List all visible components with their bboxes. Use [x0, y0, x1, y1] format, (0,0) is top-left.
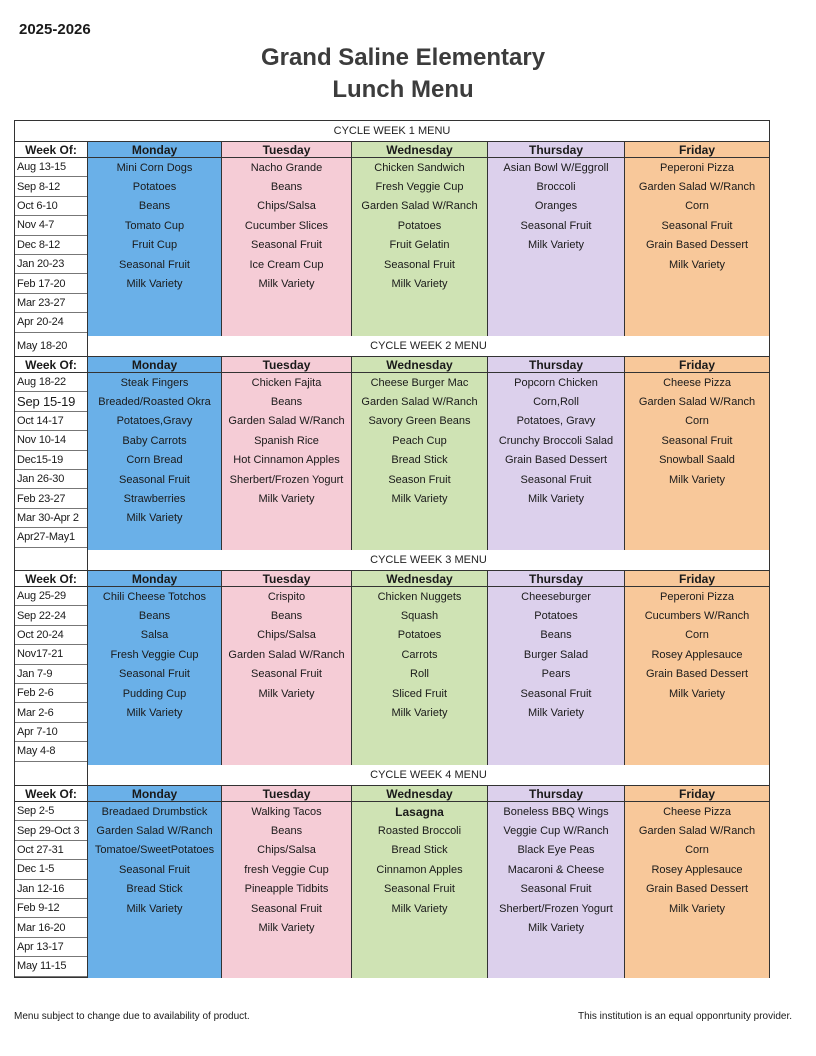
menu-item: Fresh Veggie Cup — [110, 648, 199, 661]
day-header-thursday: Thursday — [488, 785, 624, 802]
week-date: Apr 7-10 — [15, 723, 87, 742]
week-date: Mar 16-20 — [15, 918, 87, 937]
day-header-friday: Friday — [625, 356, 769, 373]
lunch-menu-grid — [14, 120, 770, 978]
week-of-header: Week Of: — [15, 785, 87, 802]
menu-item: Peperoni Pizza — [660, 161, 734, 174]
menu-item: Milk Variety — [668, 473, 726, 486]
cycle-4-title: CYCLE WEEK 4 MENU — [87, 765, 769, 785]
menu-item: Milk Variety — [126, 902, 183, 915]
week-date: Feb 9-12 — [15, 899, 87, 918]
menu-item: Milk Variety — [668, 258, 726, 271]
cycle-4-wednesday-column — [351, 785, 487, 978]
menu-item: Beans — [138, 200, 171, 213]
day-header-friday: Friday — [625, 141, 769, 158]
menu-item: Boneless BBQ Wings — [503, 805, 609, 818]
cycle-4-thursday-column — [487, 785, 624, 978]
week-date: Jan 20-23 — [15, 255, 87, 274]
menu-item: Seasonal Fruit — [520, 219, 592, 232]
menu-item: fresh Veggie Cup — [244, 863, 329, 876]
menu-item: Squash — [400, 610, 439, 623]
menu-item: Milk Variety — [527, 707, 585, 720]
menu-item: Milk Variety — [258, 278, 315, 291]
week-date: Aug 25-29 — [15, 587, 87, 606]
cycle-2-thursday-column — [487, 356, 624, 550]
menu-item: Cucumbers W/Ranch — [644, 610, 750, 623]
menu-item: Crispito — [267, 590, 306, 603]
menu-item: Potatoes — [397, 629, 442, 642]
week-date: Jan 7-9 — [15, 665, 87, 684]
menu-item: Beans — [540, 629, 572, 642]
day-header-friday: Friday — [625, 785, 769, 802]
menu-item: Strawberries — [123, 493, 186, 506]
menu-item: Baby Carrots — [122, 434, 187, 447]
menu-item: Peperoni Pizza — [660, 590, 734, 603]
week-dates-column — [15, 373, 87, 548]
menu-item: Seasonal Fruit — [520, 473, 592, 486]
menu-item: Crunchy Broccoli Salad — [498, 434, 614, 447]
menu-item: Bread Stick — [126, 883, 183, 896]
menu-item: Cheeseburger — [521, 590, 591, 603]
week-date: May 11-15 — [15, 957, 87, 976]
menu-item: Fresh Veggie Cup — [375, 181, 464, 194]
week-dates-column — [15, 587, 87, 762]
menu-item: Cucumber Slices — [244, 219, 329, 232]
menu-item: Lasagna — [395, 804, 444, 819]
menu-item: Pudding Cup — [122, 687, 187, 700]
menu-item: Garden Salad W/Ranch — [361, 396, 478, 409]
menu-item: Cinnamon Apples — [376, 863, 463, 876]
menu-item: Milk Variety — [527, 922, 585, 935]
menu-item: Macaroni & Cheese — [507, 863, 605, 876]
menu-item: Seasonal Fruit — [119, 258, 190, 271]
menu-item: Seasonal Fruit — [251, 668, 322, 681]
menu-item: Grain Based Dessert — [645, 239, 749, 252]
week-date: Dec 1-5 — [15, 860, 87, 879]
week-of-header: Week Of: — [15, 570, 87, 587]
menu-item: Cheese Pizza — [663, 805, 731, 818]
cycle-1-tuesday-column — [221, 141, 351, 336]
menu-item: Corn Bread — [126, 454, 183, 467]
menu-item: Seasonal Fruit — [661, 219, 733, 232]
menu-item: Mini Corn Dogs — [116, 161, 193, 174]
day-header-tuesday: Tuesday — [222, 785, 351, 802]
week-date: Oct 27-31 — [15, 841, 87, 860]
menu-item: Breadaed Drumbstick — [101, 805, 208, 818]
menu-item: Bread Stick — [391, 454, 448, 467]
week-date: Dec 8-12 — [15, 236, 87, 255]
week-date: Nov17-21 — [15, 645, 87, 664]
menu-item: Salsa — [140, 629, 169, 642]
menu-item: Ice Cream Cup — [249, 258, 324, 271]
menu-item: Beans — [270, 825, 303, 838]
menu-item: Snowball Saald — [659, 454, 735, 467]
menu-item: Beans — [270, 181, 303, 194]
week-date: Aug 18-22 — [15, 373, 87, 392]
menu-item: Season Fruit — [388, 473, 451, 486]
week-date: Mar 2-6 — [15, 703, 87, 722]
menu-item: Milk Variety — [126, 707, 183, 720]
menu-item: Garden Salad W/Ranch — [96, 825, 213, 838]
cycle-3-thursday-column — [487, 570, 624, 765]
menu-item: Chicken Nuggets — [377, 590, 462, 603]
menu-item: Grain Based Dessert — [504, 454, 608, 467]
cycle-4-monday-column — [87, 785, 221, 978]
menu-item: Oranges — [534, 200, 578, 213]
menu-item: Milk Variety — [258, 687, 315, 700]
menu-item: Seasonal Fruit — [251, 239, 322, 252]
day-header-thursday: Thursday — [488, 356, 624, 373]
menu-item: Sliced Fruit — [391, 687, 448, 700]
menu-item: Potatoes — [132, 181, 177, 194]
menu-item: Corn — [685, 200, 709, 213]
day-header-wednesday: Wednesday — [352, 141, 487, 158]
week-date: Oct 14-17 — [15, 412, 87, 431]
footer-disclaimer: Menu subject to change due to availability of product. — [14, 1011, 250, 1022]
menu-item: Cheese Pizza — [663, 376, 731, 389]
day-header-thursday: Thursday — [488, 141, 624, 158]
menu-item: Garden Salad W/Ranch — [228, 648, 345, 661]
week-date: Sep 2-5 — [15, 802, 87, 821]
day-header-wednesday: Wednesday — [352, 570, 487, 587]
menu-item: Milk Variety — [391, 278, 448, 291]
week-date: Apr 13-17 — [15, 938, 87, 957]
menu-item: Garden Salad W/Ranch — [638, 396, 756, 409]
menu-item: Nacho Grande — [250, 161, 323, 174]
menu-item: Milk Variety — [527, 493, 585, 506]
menu-item: Chicken Fajita — [251, 376, 322, 389]
menu-item: Potatoes — [397, 219, 442, 232]
school-name-title: Grand Saline Elementary — [260, 44, 546, 71]
menu-item: Milk Variety — [126, 278, 183, 291]
cycle-2-title: CYCLE WEEK 2 MENU — [87, 336, 769, 356]
menu-item: Milk Variety — [258, 493, 315, 506]
cycle-3-title: CYCLE WEEK 3 MENU — [87, 550, 769, 570]
menu-item: Garden Salad W/Ranch — [228, 415, 345, 428]
cycle-1-friday-column — [624, 141, 769, 336]
menu-item: Grain Based Dessert — [645, 668, 749, 681]
day-header-monday: Monday — [88, 356, 221, 373]
week-date: Oct 20-24 — [15, 626, 87, 645]
week-date: Feb 17-20 — [15, 274, 87, 293]
day-header-monday: Monday — [88, 785, 221, 802]
menu-item: Milk Variety — [391, 902, 448, 915]
menu-item: Veggie Cup W/Ranch — [503, 825, 609, 838]
menu-item: Potatoes, Gravy — [516, 415, 596, 428]
week-date: Sep 15-19 — [15, 392, 87, 411]
menu-item: Walking Tacos — [251, 805, 322, 818]
cycle-3-wednesday-column — [351, 570, 487, 765]
menu-item: Chips/Salsa — [257, 629, 316, 642]
week-date: Feb 23-27 — [15, 489, 87, 508]
menu-item: Beans — [270, 396, 303, 409]
week-date: Jan 26-30 — [15, 470, 87, 489]
menu-item: Garden Salad W/Ranch — [638, 181, 756, 194]
menu-item: Roll — [410, 668, 429, 681]
week-date: Dec15-19 — [15, 451, 87, 470]
menu-item: Bread Stick — [391, 844, 448, 857]
week-date: Mar 23-27 — [15, 294, 87, 313]
cycle-1-title: CYCLE WEEK 1 MENU — [15, 121, 769, 141]
menu-item: Milk Variety — [126, 512, 183, 525]
day-header-friday: Friday — [625, 570, 769, 587]
week-of-header: Week Of: — [15, 141, 87, 158]
week-date: Feb 2-6 — [15, 684, 87, 703]
cycle-3-tuesday-column — [221, 570, 351, 765]
menu-item: Garden Salad W/Ranch — [361, 200, 478, 213]
menu-item: Beans — [138, 610, 171, 623]
day-header-monday: Monday — [88, 570, 221, 587]
footer-equal-opportunity: This institution is an equal opponrtunity provider. — [577, 1011, 792, 1022]
week-date: Nov 10-14 — [15, 431, 87, 450]
week-date: Aug 13-15 — [15, 158, 87, 177]
menu-item: Milk Variety — [668, 902, 726, 915]
menu-item: Seasonal Fruit — [251, 902, 322, 915]
menu-item: Broccoli — [536, 181, 576, 194]
menu-item: Spanish Rice — [254, 434, 319, 447]
cycle-2-wednesday-column — [351, 356, 487, 550]
menu-item: Milk Variety — [668, 687, 726, 700]
menu-item: Seasonal Fruit — [384, 258, 455, 271]
menu-item: Seasonal Fruit — [384, 883, 455, 896]
week-date: Oct 6-10 — [15, 197, 87, 216]
menu-item: Fruit Gelatin — [389, 239, 450, 252]
menu-item: Breaded/Roasted Okra — [98, 396, 211, 409]
week-date: Apr 20-24 — [15, 313, 87, 332]
menu-item: Asian Bowl W/Eggroll — [503, 161, 609, 174]
week-date: May 18-20 — [15, 336, 87, 355]
cycle-3-friday-column — [624, 570, 769, 765]
menu-item: Pineapple Tidbits — [244, 883, 329, 896]
menu-item: Milk Variety — [391, 493, 448, 506]
menu-item: Fruit Cup — [131, 239, 178, 252]
week-date: Apr27-May1 — [15, 528, 87, 547]
menu-item: Potatoes — [534, 610, 578, 623]
menu-item: Garden Salad W/Ranch — [638, 825, 756, 838]
menu-item: Pears — [541, 668, 571, 681]
menu-item: Burger Salad — [523, 648, 589, 661]
menu-item: Potatoes,Gravy — [116, 415, 193, 428]
day-header-wednesday: Wednesday — [352, 356, 487, 373]
menu-item: Roasted Broccoli — [377, 825, 462, 838]
cycle-4-friday-column — [624, 785, 769, 978]
cycle-3-monday-column — [87, 570, 221, 765]
cycle-1-wednesday-column — [351, 141, 487, 336]
menu-item: Black Eye Peas — [517, 844, 595, 857]
menu-item: Steak Fingers — [120, 376, 189, 389]
menu-item: Chicken Sandwich — [374, 161, 465, 174]
week-dates-column — [15, 802, 87, 977]
menu-item: Seasonal Fruit — [119, 668, 190, 681]
menu-item: Milk Variety — [258, 922, 315, 935]
week-date: Sep 8-12 — [15, 177, 87, 196]
menu-item: Rosey Applesauce — [651, 863, 743, 876]
menu-item: Beans — [270, 610, 303, 623]
cycle-1-monday-column — [87, 141, 221, 336]
menu-item: Tomato Cup — [124, 219, 185, 232]
menu-item: Seasonal Fruit — [520, 883, 592, 896]
menu-item: Tomatoe/SweetPotatoes — [94, 844, 215, 857]
menu-title: Lunch Menu — [332, 76, 474, 103]
week-date: Jan 12-16 — [15, 880, 87, 899]
menu-item: Rosey Applesauce — [651, 648, 743, 661]
menu-item: Sherbert/Frozen Yogurt — [499, 902, 613, 915]
cycle-2-friday-column — [624, 356, 769, 550]
day-header-tuesday: Tuesday — [222, 570, 351, 587]
day-header-tuesday: Tuesday — [222, 141, 351, 158]
week-date: May 4-8 — [15, 742, 87, 761]
menu-item: Corn — [685, 629, 709, 642]
day-header-monday: Monday — [88, 141, 221, 158]
menu-item: Chips/Salsa — [257, 200, 316, 213]
menu-item: Sherbert/Frozen Yogurt — [229, 473, 344, 486]
day-header-tuesday: Tuesday — [222, 356, 351, 373]
menu-item: Seasonal Fruit — [520, 687, 592, 700]
menu-item: Popcorn Chicken — [514, 376, 598, 389]
cycle-1-thursday-column — [487, 141, 624, 336]
menu-item: Seasonal Fruit — [119, 863, 190, 876]
menu-item: Seasonal Fruit — [119, 473, 190, 486]
week-date: Sep 22-24 — [15, 606, 87, 625]
cycle-2-tuesday-column — [221, 356, 351, 550]
menu-item: Chips/Salsa — [257, 844, 316, 857]
menu-item: Carrots — [401, 648, 438, 661]
day-header-wednesday: Wednesday — [352, 785, 487, 802]
week-date: Mar 30-Apr 2 — [15, 509, 87, 528]
menu-item: Milk Variety — [391, 707, 448, 720]
menu-item: Corn — [685, 844, 709, 857]
day-header-thursday: Thursday — [488, 570, 624, 587]
cycle-2-monday-column — [87, 356, 221, 550]
menu-item: Savory Green Beans — [368, 415, 471, 428]
menu-item: Seasonal Fruit — [661, 434, 733, 447]
week-date: Sep 29-Oct 3 — [15, 821, 87, 840]
menu-item: Corn — [685, 415, 709, 428]
week-of-header: Week Of: — [15, 356, 87, 373]
week-dates-column — [15, 158, 87, 352]
menu-item: Chili Cheese Totchos — [102, 590, 207, 603]
menu-item: Peach Cup — [392, 434, 447, 447]
menu-item: Milk Variety — [527, 239, 585, 252]
week-date: Nov 4-7 — [15, 216, 87, 235]
menu-item: Cheese Burger Mac — [370, 376, 469, 389]
menu-item: Corn,Roll — [533, 396, 579, 409]
cycle-4-tuesday-column — [221, 785, 351, 978]
school-year: 2025-2026 — [19, 21, 91, 38]
menu-item: Grain Based Dessert — [645, 883, 749, 896]
menu-item: Hot Cinnamon Apples — [233, 454, 340, 467]
